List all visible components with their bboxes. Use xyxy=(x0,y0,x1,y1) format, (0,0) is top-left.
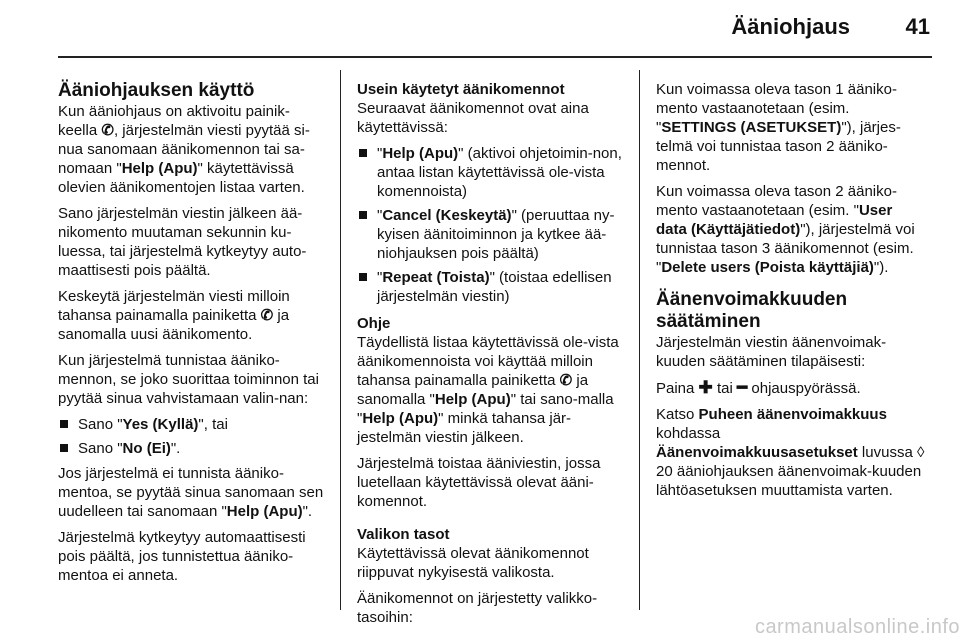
text: luvussa xyxy=(857,444,917,461)
text: Kun ääniohjaus on aktivoitu painik-keella xyxy=(58,103,290,139)
text: " tai sano-malla " xyxy=(357,391,614,427)
voice-command: Delete users (Poista käyttäjiä) xyxy=(661,259,874,276)
cross-reference: Äänenvoimakkuusasetukset xyxy=(656,444,858,461)
text: ", tai xyxy=(198,416,228,433)
paragraph: Järjestelmä kytkeytyy automaattisesti pois päältä, jos tunnistettua ääniko-mentoa ei anneta. xyxy=(58,529,306,584)
plus-icon: ✚ xyxy=(698,378,713,397)
subsection-heading: Valikon tasot xyxy=(357,526,450,543)
column-2 xyxy=(357,80,623,634)
paragraph xyxy=(58,102,324,197)
text: Kun voimassa oleva tason 1 ääniko-mento vastaanotetaan (esim. " xyxy=(656,81,897,136)
text: Täydellistä listaa käytettävissä ole-vista äänikomennoista voi käyttää milloin tahansa painamalla painiketta xyxy=(357,334,619,389)
text: ohjauspyörässä. xyxy=(747,380,861,397)
voice-button-icon: ✆ xyxy=(559,372,573,389)
paragraph xyxy=(656,378,926,398)
paragraph: Sano järjestelmän viestin jälkeen ää-nikomento muutaman sekunnin ku-luessa, tai järjestelmä kytkeytyy auto-maattisesti pois päältä. xyxy=(58,205,307,279)
list-item: "Cancel (Keskeytä)" (peruuttaa ny-kyisen äänitoiminnon ja kytkee ää-niohjauksen pois päältä) xyxy=(357,206,623,263)
list-item: "Repeat (Toista)" (toistaa edellisen järjestelmän viestin) xyxy=(357,268,623,306)
text: Katso xyxy=(656,406,699,423)
list-item: "Help (Apu)" (aktivoi ohjetoimin-non, antaa listan käytettävissä ole-vista komennoista) xyxy=(357,144,623,201)
page-number: 41 xyxy=(905,14,930,39)
voice-command: Cancel (Keskeytä) xyxy=(382,207,512,224)
paragraph: Järjestelmä toistaa ääniviestin, jossa luetellaan käytettävissä olevat ääni-komennot. xyxy=(357,455,601,510)
voice-command: No (Ei) xyxy=(122,440,171,457)
text: Jos järjestelmä ei tunnista ääniko-mentoa, se pyytää sinua sanomaan sen uudelleen tai sanomaan " xyxy=(58,465,324,520)
paragraph xyxy=(656,182,926,277)
text: ja sanomalla uusi äänikomento. xyxy=(58,307,290,343)
text: "), järjes-telmä voi tunnistaa tason 2 ääniko-mennot. xyxy=(656,119,901,174)
text: "), järjestelmä voi tunnistaa tason 3 äänikomennot (esim. " xyxy=(656,221,915,276)
text: tai xyxy=(712,380,737,397)
text: " minkä tahansa jär-jestelmän viestin jälkeen. xyxy=(357,410,572,446)
text: ja sanomalla " xyxy=(357,372,589,408)
page-title: Ääniohjaus xyxy=(731,14,850,39)
text: "). xyxy=(873,259,889,276)
voice-button-icon: ✆ xyxy=(101,122,114,139)
column-divider xyxy=(639,70,640,610)
page-reference-icon: ◊ xyxy=(916,444,925,461)
voice-command: Help (Apu) xyxy=(121,160,198,177)
paragraph xyxy=(656,80,926,175)
text: Keskeytä järjestelmän viesti milloin tahansa painamalla painiketta xyxy=(58,288,290,324)
bullet-icon xyxy=(359,211,367,219)
section-heading: Äänenvoimakkuuden säätäminen xyxy=(656,289,848,332)
voice-command: Help (Apu) xyxy=(382,145,459,162)
paragraph xyxy=(58,287,324,344)
voice-command: Yes (Kyllä) xyxy=(122,416,199,433)
text: Sano " xyxy=(78,440,123,457)
header-divider xyxy=(58,56,932,58)
paragraph: Kun järjestelmä tunnistaa ääniko-mennon, se joko suorittaa toiminnon tai pyytää sinua vahvistamaan valin-nan: xyxy=(58,352,319,407)
paragraph: Äänikomennot on järjestetty valikko-tasoihin: xyxy=(357,590,598,626)
list-item xyxy=(58,415,324,434)
bullet-icon xyxy=(60,444,68,452)
watermark-url: carmanualsonline.info xyxy=(754,616,960,638)
text: Kun voimassa oleva tason 2 ääniko-mento vastaanotetaan (esim. " xyxy=(656,183,897,219)
paragraph xyxy=(656,405,926,500)
text: , järjestelmän viesti pyytää si-nua sanomaan äänikomennon tai sa-nomaan " xyxy=(58,122,310,177)
bullet-icon xyxy=(359,273,367,281)
bullet-icon xyxy=(60,420,68,428)
text: ". xyxy=(170,440,181,457)
text: " (toistaa edellisen järjestelmän viestin) xyxy=(377,269,612,305)
section-heading: Ääniohjauksen käyttö xyxy=(58,80,255,101)
voice-command: Help (Apu) xyxy=(226,503,303,520)
paragraph xyxy=(58,464,324,521)
voice-command: Help (Apu) xyxy=(362,410,439,427)
paragraph: Järjestelmän viestin äänenvoimak-kuuden säätäminen tilapäisesti: xyxy=(656,334,887,370)
text: ". xyxy=(302,503,313,520)
column-3 xyxy=(656,80,926,507)
cross-reference: Puheen äänenvoimakkuus xyxy=(698,406,887,423)
text: 20 ääniohjauksen äänenvoimak-kuuden lähtöasetuksen muuttamista varten. xyxy=(656,463,922,499)
paragraph: Käytettävissä olevat äänikomennot riippuvat nykyisestä valikosta. xyxy=(357,545,589,581)
text: Sano " xyxy=(78,416,123,433)
column-1 xyxy=(58,80,324,592)
text: Paina xyxy=(656,380,699,397)
voice-command: SETTINGS (ASETUKSET) xyxy=(661,119,842,136)
voice-command: Help (Apu) xyxy=(434,391,511,408)
list-item xyxy=(58,439,324,458)
bullet-list xyxy=(357,144,623,306)
paragraph: Seuraavat äänikomennot ovat aina käytettävissä: xyxy=(357,100,589,136)
column-divider xyxy=(340,70,341,610)
paragraph xyxy=(357,333,623,447)
text: " käytettävissä olevien äänikomentojen listaa varten. xyxy=(58,160,305,196)
bullet-icon xyxy=(359,149,367,157)
voice-command: User data (Käyttäjätiedot) xyxy=(656,202,893,238)
text: kohdassa xyxy=(656,425,721,442)
subsection-heading: Usein käytetyt äänikomennot xyxy=(357,81,565,98)
minus-icon: ━ xyxy=(736,378,748,397)
voice-command: Repeat (Toista) xyxy=(382,269,490,286)
voice-button-icon: ✆ xyxy=(260,307,274,324)
text: " (peruuttaa ny-kyisen äänitoiminnon ja kytkee ää-niohjauksen pois päältä) xyxy=(377,207,615,262)
text: " (aktivoi ohjetoimin-non, antaa listan käytettävissä ole-vista komennoista) xyxy=(377,145,622,200)
bullet-list xyxy=(58,415,324,458)
subsection-heading: Ohje xyxy=(357,315,391,332)
